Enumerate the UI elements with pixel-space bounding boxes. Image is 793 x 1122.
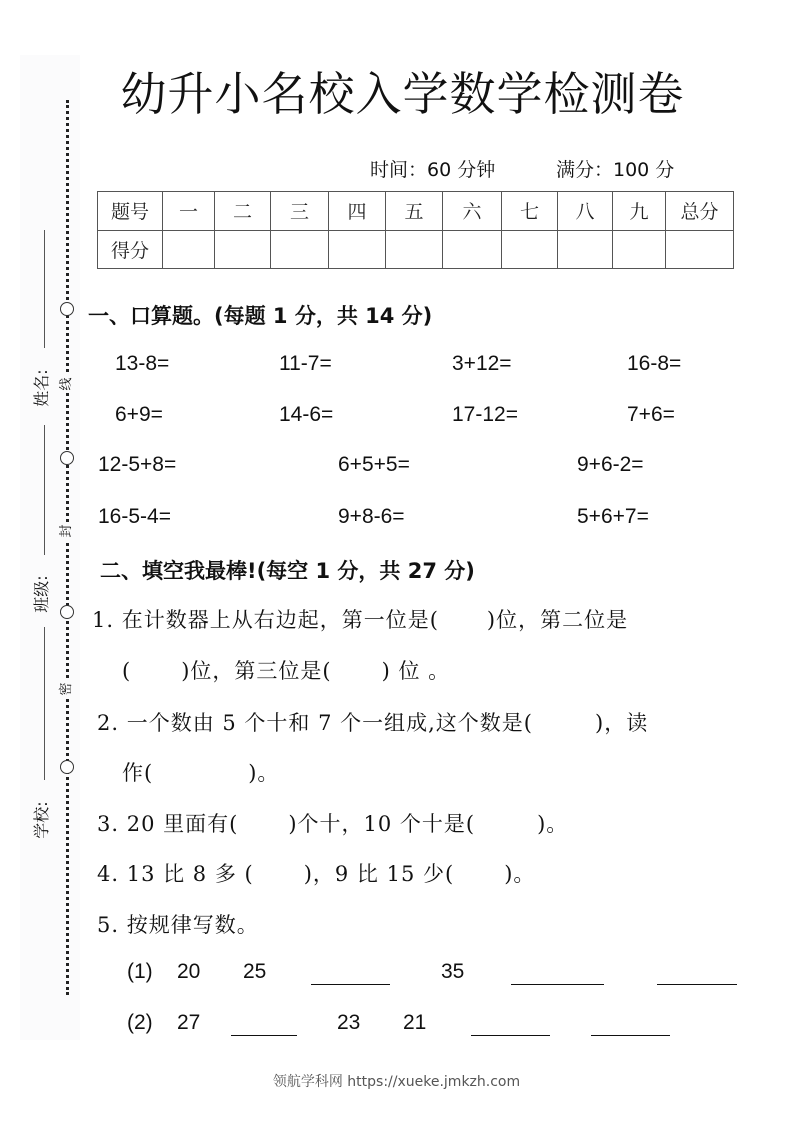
score-input-cell[interactable]	[443, 230, 502, 269]
q1-text-c: (	[122, 659, 132, 683]
score-input-cell[interactable]	[329, 230, 386, 269]
section2-title: 二、填空我最棒!(每空 1 分，共 27 分)	[100, 559, 475, 583]
q1-text-e: ) 位 。	[381, 659, 451, 683]
calc-item: 12-5+8=	[98, 453, 177, 476]
calc-item: 3+12=	[452, 352, 512, 375]
seal-char-mi: 密	[58, 680, 76, 698]
calc-item: 16-8=	[627, 352, 682, 375]
score-table-cell: 一	[163, 192, 215, 231]
calc-item: 9+8-6=	[338, 505, 405, 528]
seq2-value: 23	[337, 1011, 361, 1034]
score-table-cell: 总分	[666, 192, 734, 231]
section1-title: 一、口算题。(每题 1 分，共 14 分)	[88, 304, 433, 328]
seq1-answer-line[interactable]	[657, 984, 737, 985]
score-input-cell[interactable]	[386, 230, 443, 269]
binding-hole-icon	[60, 302, 74, 316]
calc-item: 9+6-2=	[577, 453, 644, 476]
score-table-cell: 得分	[98, 230, 163, 269]
school-label: 学校:	[32, 801, 51, 839]
q2-text-a: 2. 一个数由 5 个十和 7 个一组成,这个数是(	[97, 711, 534, 735]
question-2-line-1	[97, 707, 648, 737]
score-input-cell[interactable]	[502, 230, 558, 269]
binding-hole-icon	[60, 605, 74, 619]
score-input-cell[interactable]	[666, 230, 734, 269]
score-input-cell[interactable]	[163, 230, 215, 269]
question-4	[97, 858, 535, 888]
seq1-value: 25	[243, 960, 267, 983]
name-write-line[interactable]	[44, 230, 45, 348]
score-table-cell: 四	[329, 192, 386, 231]
question-5: 5. 按规律写数。	[97, 913, 259, 937]
seq2-label: (2)	[127, 1011, 153, 1034]
binding-strip	[20, 55, 80, 1040]
seq1-value: 35	[441, 960, 465, 983]
question-3	[97, 808, 568, 838]
seal-char-xian: 线	[58, 375, 76, 393]
score-table-cell: 九	[613, 192, 666, 231]
full-score: 满分：100 分	[556, 159, 675, 181]
score-table-cell: 二	[215, 192, 271, 231]
calc-item: 13-8=	[115, 352, 170, 375]
seq2-value: 21	[403, 1011, 427, 1034]
q1-text-b: )位，第二位是	[486, 608, 629, 632]
q4-text-c: )。	[504, 862, 536, 886]
score-table-header-row	[98, 192, 734, 231]
class-label: 班级:	[32, 575, 51, 613]
score-table	[97, 191, 734, 269]
time-limit: 时间：60 分钟	[370, 159, 496, 181]
q4-text-b: )，9 比 15 少(	[303, 862, 455, 886]
seq2-value: 27	[177, 1011, 201, 1034]
binding-dotted-line	[66, 100, 69, 995]
calc-item: 16-5-4=	[98, 505, 171, 528]
score-table-cell: 六	[443, 192, 502, 231]
score-input-cell[interactable]	[215, 230, 271, 269]
footer-watermark: 领航学科网 https://xueke.jmkzh.com	[272, 1074, 521, 1090]
score-table-cell: 七	[502, 192, 558, 231]
score-input-cell[interactable]	[613, 230, 666, 269]
q4-text-a: 4. 13 比 8 多 (	[97, 862, 254, 886]
score-input-cell[interactable]	[558, 230, 613, 269]
calc-item: 14-6=	[279, 403, 334, 426]
q3-text-c: )。	[537, 812, 569, 836]
q2-text-b: )，读	[595, 711, 649, 735]
q2-text-c: 作(	[122, 761, 154, 785]
calc-item: 6+5+5=	[338, 453, 410, 476]
score-table-cell: 八	[558, 192, 613, 231]
calc-item: 11-7=	[279, 352, 332, 375]
name-label: 姓名:	[32, 369, 51, 407]
q1-text-a: 1. 在计数器上从右边起，第一位是(	[92, 608, 439, 632]
score-table-cell: 五	[386, 192, 443, 231]
page-title: 幼升小名校入学数学检测卷	[120, 67, 685, 121]
seq1-answer-line[interactable]	[511, 984, 604, 985]
seq1-value: 20	[177, 960, 201, 983]
q3-text-b: )个十，10 个十是(	[288, 812, 476, 836]
question-1-line-2	[122, 655, 450, 685]
calc-item: 7+6=	[627, 403, 675, 426]
binding-hole-icon	[60, 451, 74, 465]
seq2-answer-line[interactable]	[471, 1035, 550, 1036]
seq1-label: (1)	[127, 960, 153, 983]
q1-text-d: )位，第三位是(	[181, 659, 332, 683]
seq1-answer-line[interactable]	[311, 984, 390, 985]
score-table-score-row	[98, 230, 734, 269]
binding-hole-icon	[60, 760, 74, 774]
seal-char-feng: 封	[58, 522, 76, 540]
score-input-cell[interactable]	[271, 230, 329, 269]
calc-item: 6+9=	[115, 403, 163, 426]
name-write-line-lower[interactable]	[44, 425, 45, 555]
score-table-cell: 三	[271, 192, 329, 231]
calc-item: 5+6+7=	[577, 505, 649, 528]
question-2-line-2	[122, 757, 279, 787]
seq2-answer-line[interactable]	[231, 1035, 297, 1036]
q3-text-a: 3. 20 里面有(	[97, 812, 239, 836]
calc-item: 17-12=	[452, 403, 518, 426]
class-write-line[interactable]	[44, 627, 45, 780]
q2-text-d: )。	[248, 761, 280, 785]
score-table-cell: 题号	[98, 192, 163, 231]
question-1-line-1	[92, 604, 628, 634]
seq2-answer-line[interactable]	[591, 1035, 670, 1036]
